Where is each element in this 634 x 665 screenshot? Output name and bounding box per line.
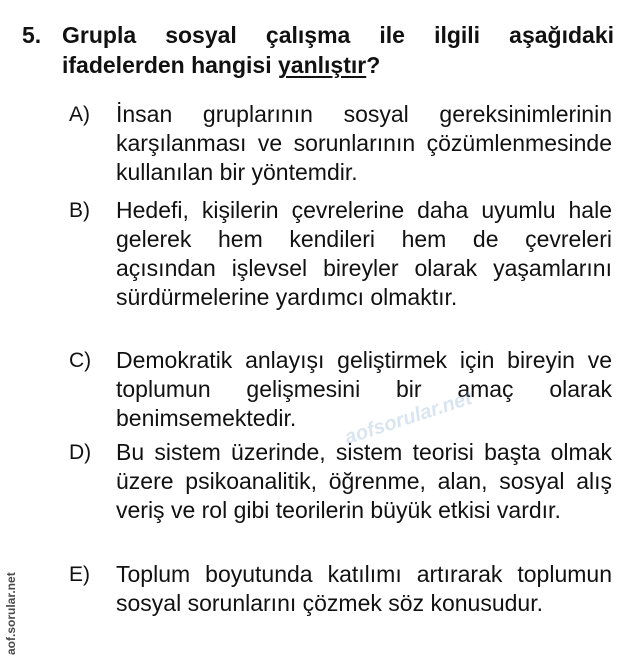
question-stem [62, 20, 614, 80]
option-b-letter: B) [69, 199, 90, 222]
option-a-text: İnsan gruplarının sosyal gereksinimlerinin karşılanması ve sorunlarının çözümlenmesinde kullanılan bir yöntemdir. [116, 101, 612, 185]
option-a-letter: A) [69, 103, 90, 126]
question-stem-text: Grupla sosyal çalışma ile ilgili aşağıdaki ifadelerden hangisi [62, 22, 614, 78]
center-watermark: aofsorular.net [342, 387, 475, 449]
side-watermark-text: aof.sorular.net [4, 572, 18, 655]
side-watermark [4, 541, 104, 655]
option-d-text: Bu sistem üzerinde, sistem teorisi başta olmak üzere psikoanalitik, öğrenme, alan, sosyal alış veriş ve rol gibi teorilerin büyük etkisi vardır. [116, 439, 612, 523]
option-c-letter: C) [69, 349, 92, 372]
question-stem-emphasis: yanlıştır [278, 52, 367, 78]
option-b-text: Hedefi, kişilerin çevrelerine daha uyumlu hale gelerek hem kendileri hem de çevreleri açısından işlevsel bireyler olarak yaşamlarını sürdürmelerine yardımcı olmaktır. [116, 197, 612, 310]
question-number: 5. [22, 22, 42, 48]
option-c-text: Demokratik anlayışı geliştirmek için bireyin ve toplumun gelişmesini bir amaç olarak benimsemektedir. [116, 347, 612, 431]
option-d-letter: D) [69, 441, 92, 464]
question-stem-mark: ? [366, 52, 381, 78]
option-e-letter: E) [69, 563, 90, 586]
option-e-text: Toplum boyutunda katılımı artırarak toplumun sosyal sorunlarını çözmek söz konusudur. [116, 561, 612, 616]
